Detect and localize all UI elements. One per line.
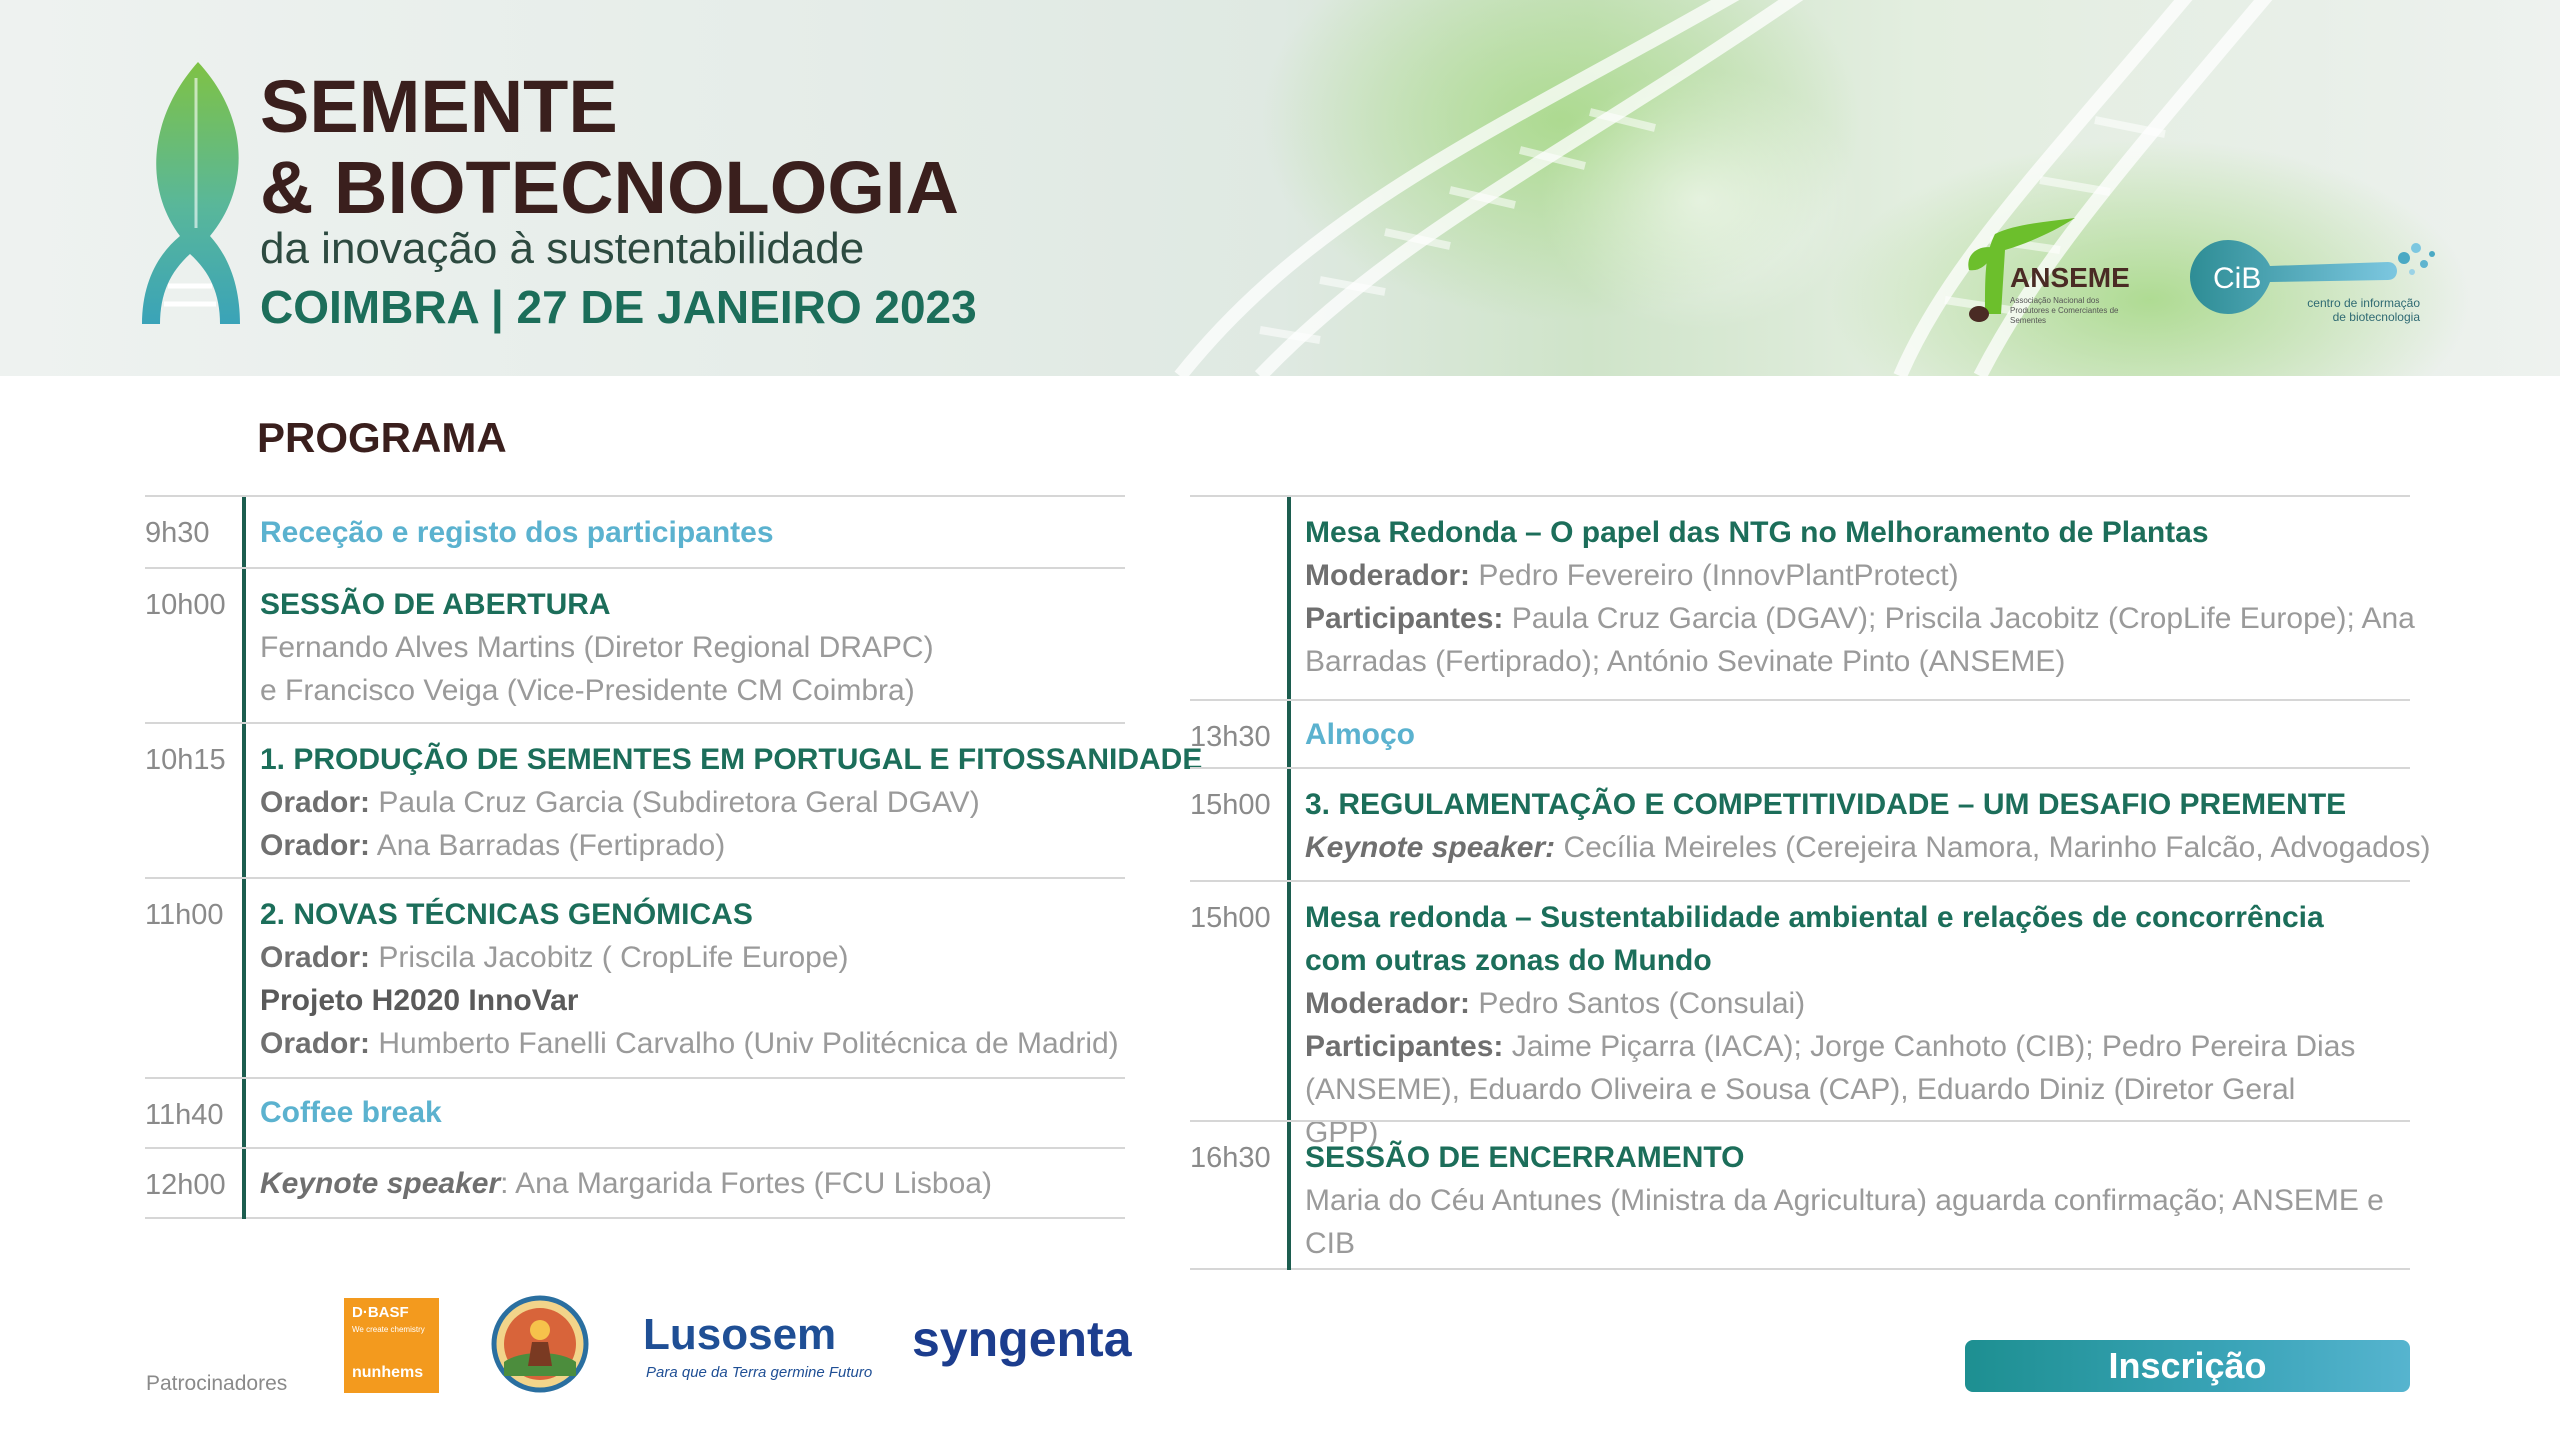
- program-content: [242, 1149, 1125, 1219]
- program-content: [1287, 497, 2417, 699]
- program-row: [145, 1147, 1125, 1219]
- inscricao-button[interactable]: Inscrição: [1965, 1340, 2410, 1392]
- program-row: [1190, 495, 2415, 699]
- sponsors-label: Patrocinadores: [146, 1372, 288, 1395]
- program-text: Paula Cruz Garcia (DGAV); Priscila Jacobitz (CropLife Europe); Ana Barradas (Fertiprado); António Sevinate Pinto (ANSEME): [1305, 602, 2415, 678]
- program-speaker-line: [260, 781, 1125, 824]
- program-speaker-line: [260, 1022, 1125, 1065]
- event-title-line1: SEMENTE: [260, 65, 618, 148]
- program-heading: 1. PRODUÇÃO DE SEMENTES EM PORTUGAL E FITOSSANIDADE: [260, 743, 1203, 776]
- program-subheading: Projeto H2020 InnoVar: [260, 984, 579, 1017]
- program-label: Orador:: [260, 1027, 371, 1060]
- program-heading: 2. NOVAS TÉCNICAS GENÓMICAS: [260, 898, 753, 931]
- program-label: Orador:: [260, 829, 371, 862]
- program-speaker-line: [260, 1162, 1125, 1205]
- program-heading: SESSÃO DE ENCERRAMENTO: [1305, 1141, 1745, 1174]
- program-text: Humberto Fanelli Carvalho (Univ Politécnica de Madrid): [370, 1027, 1119, 1060]
- program-speaker-line: [1305, 982, 2367, 1025]
- event-date-location: COIMBRA | 27 DE JANEIRO 2023: [260, 281, 977, 333]
- syngenta-logo-text: syngenta: [912, 1311, 1132, 1367]
- program-heading: 3. REGULAMENTAÇÃO E COMPETITIVIDADE – UM DESAFIO PREMENTE: [1305, 788, 2347, 821]
- program-heading: SESSÃO DE ABERTURA: [260, 588, 611, 621]
- program-text: Ana Barradas (Fertiprado): [370, 829, 726, 862]
- program-heading: Almoço: [1305, 718, 1416, 751]
- program-heading: Mesa redonda – Sustentabilidade ambiental e relações de concorrência: [1305, 901, 2324, 934]
- program-content: [1287, 1122, 2417, 1270]
- program-speaker-line: [1305, 554, 2417, 597]
- anseme-logo-subtitle: Associação Nacional dos Produtores e Comerciantes de Sementes: [2010, 296, 2119, 325]
- program-time: 11h00: [145, 899, 224, 931]
- program-label: Moderador:: [1305, 987, 1470, 1020]
- program-speaker-line: [1305, 826, 2431, 869]
- program-text: Maria do Céu Antunes (Ministra da Agricultura) aguarda confirmação; ANSEME e CIB: [1305, 1184, 2384, 1260]
- program-row: [145, 877, 1125, 1077]
- program-row: [1190, 767, 2431, 880]
- program-label: Orador:: [260, 941, 371, 974]
- program-label: Participantes:: [1305, 602, 1504, 635]
- program-label: Orador:: [260, 786, 371, 819]
- program-content: [1287, 882, 2367, 1149]
- program-row: [1190, 1120, 2410, 1270]
- program-text: e Francisco Veiga (Vice-Presidente CM Coimbra): [260, 674, 915, 707]
- program-time: 15h00: [1190, 902, 1271, 934]
- program-speaker-line: [260, 824, 1125, 867]
- program-content: [242, 879, 1125, 1077]
- event-subtitle: da inovação à sustentabilidade: [260, 224, 865, 273]
- program-content: [1287, 701, 2410, 767]
- lusosem-logo-text: Lusosem: [643, 1310, 837, 1359]
- program-text: Pedro Santos (Consulai): [1470, 987, 1806, 1020]
- anseme-logo-name: ANSEME: [2010, 262, 2130, 293]
- program-time: 10h00: [145, 589, 226, 621]
- program-time: 10h15: [145, 744, 226, 776]
- program-text: Jaime Piçarra (IACA); Jorge Canhoto (CIB); Pedro Pereira Dias (ANSEME), Eduardo Oliveira e Sousa (CAP), Eduardo Diniz (Diretor Geral GPP): [1305, 1030, 2356, 1149]
- program-time: 9h30: [145, 517, 210, 549]
- program-heading: Mesa Redonda – O papel das NTG no Melhoramento de Plantas: [1305, 516, 2209, 549]
- nunhems-logo-text: nunhems: [352, 1364, 424, 1381]
- program-speaker-line: [1305, 597, 2417, 683]
- lusosem-logo-tagline: Para que da Terra germine Futuro: [646, 1364, 873, 1381]
- program-content: [242, 1079, 1125, 1147]
- program-content: [242, 497, 1125, 567]
- leaf-dna-logo-icon: [140, 58, 250, 328]
- programa-title: PROGRAMA: [257, 414, 507, 461]
- program-row: [1190, 880, 2410, 1149]
- program-speaker-line: [260, 936, 1125, 979]
- program-text: Priscila Jacobitz ( CropLife Europe): [370, 941, 849, 974]
- program-row: [145, 567, 1125, 722]
- program-label: Participantes:: [1305, 1030, 1504, 1063]
- program-content: [242, 724, 1203, 877]
- program-row: [145, 722, 1203, 877]
- program-time: 16h30: [1190, 1142, 1271, 1174]
- program-row: [145, 1077, 1125, 1147]
- program-heading: Receção e registo dos participantes: [260, 516, 774, 549]
- program-row: [1190, 699, 2410, 767]
- program-content: [1287, 769, 2431, 880]
- program-heading: com outras zonas do Mundo: [1305, 944, 1712, 977]
- basf-logo-tagline: We create chemistry: [352, 1325, 425, 1334]
- sementeira-logo-icon: [490, 1292, 590, 1396]
- event-title-line2: & BIOTECNOLOGIA: [260, 146, 959, 229]
- program-label: Moderador:: [1305, 559, 1470, 592]
- program-text: Fernando Alves Martins (Diretor Regional DRAPC): [260, 631, 934, 664]
- program-time: 15h00: [1190, 789, 1271, 821]
- program-time: 11h40: [145, 1099, 224, 1131]
- program-text: Cecília Meireles (Cerejeira Namora, Marinho Falcão, Advogados): [1555, 831, 2431, 864]
- basf-logo-text: D·BASF: [352, 1304, 409, 1321]
- program-text: : Ana Margarida Fortes (FCU Lisboa): [500, 1167, 992, 1200]
- program-content: [242, 569, 1125, 722]
- program-column-left: [145, 495, 1203, 1219]
- program-row: [145, 495, 1125, 567]
- cib-logo-name: CiB: [2213, 262, 2262, 295]
- program-label: Keynote speaker:: [1305, 831, 1556, 864]
- program-text: Pedro Fevereiro (InnovPlantProtect): [1470, 559, 1959, 592]
- program-label: Keynote speaker: [260, 1167, 501, 1200]
- cib-logo-subtitle: centro de informação de biotecnologia: [2307, 296, 2420, 324]
- header-banner: [0, 0, 2560, 376]
- program-heading: Coffee break: [260, 1096, 442, 1129]
- program-time: 12h00: [145, 1169, 226, 1201]
- program-text: Paula Cruz Garcia (Subdiretora Geral DGAV): [370, 786, 980, 819]
- program-column-right: [1190, 495, 2431, 1270]
- program-time: 13h30: [1190, 721, 1271, 753]
